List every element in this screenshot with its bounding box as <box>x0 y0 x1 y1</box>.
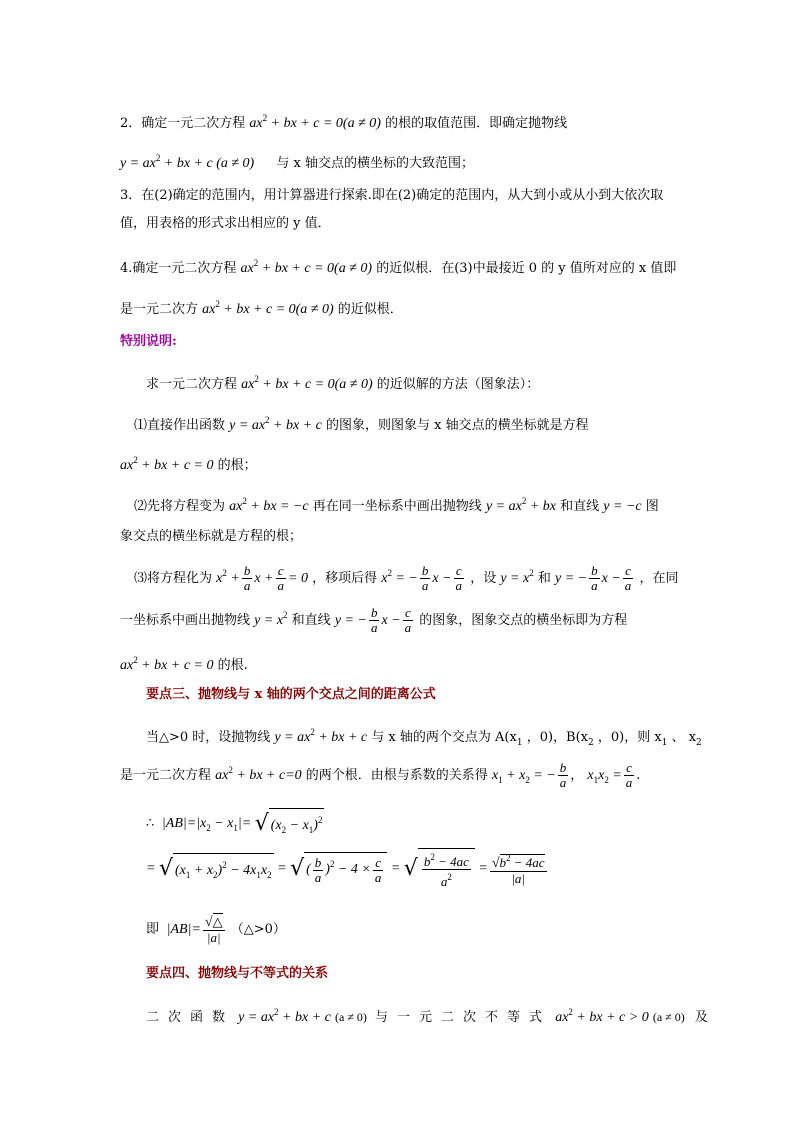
distance-final: |AB|= $\frac{√\triangle}{|a|}$ <box>163 914 223 945</box>
method3-line3 <box>120 650 248 676</box>
method1-line1 <box>134 410 589 436</box>
equation-zero: $ax^2$ + bx + c = 0 <box>120 655 214 673</box>
parabola-expression: $y = ax^2$ + bx + c (a ≠ 0) <box>120 153 255 171</box>
method2-d: 图 <box>645 499 659 514</box>
point3-line2: 是一元二次方程 $ax^2$ + bx + c=0 的两个根．由根与系数的关系得 $x_1 + x_2$ = − $\frac{b}{a}$ ， $x_1x_2$ = $\frac{c}{a}$ . <box>120 760 641 791</box>
ji-label: 即 <box>146 922 160 938</box>
point3-p2-a: 是一元二次方程 <box>120 768 212 783</box>
point4-text-a: 二次函数 <box>146 1010 235 1025</box>
special-intro-b: 的近似解的方法（图象法）： <box>376 377 540 392</box>
method3-i: 的根. <box>217 658 248 673</box>
method2-a: ⑵先将方程变为 <box>134 499 226 514</box>
item4-lead: 4.确定一元二次方程 <box>120 261 237 276</box>
method1-c: 的根； <box>217 458 257 473</box>
item4-line1 <box>120 253 676 279</box>
line-expression: y = − $\frac{b}{a}$ x − $\frac{c}{a}$ <box>334 605 412 636</box>
method1-a: ⑴直接作出函数 <box>134 418 226 433</box>
point3-line1: 当△>0 时，设抛物线 $y = ax^2$ + bx + c 与 x 轴的两个交点为 $A(x_1$ ，0)，$B(x_2$ ，0)，则 $x_1$ 、 $x_2$ <box>146 727 702 748</box>
equation-zero: $ax^2$ + bx + c = 0 <box>120 455 214 473</box>
quadratic-equation: $ax^2$ + bx + c = 0(a ≠ 0) <box>202 299 334 317</box>
method2-c: 和直线 <box>560 499 600 514</box>
therefore-symbol: ∴ <box>146 816 155 832</box>
item2-lead: 2．确定一元二次方程 <box>120 116 246 131</box>
quadratic-equation: $ax^2$ + bx + c = 0(a ≠ 0) <box>241 374 373 392</box>
point4-text-e: 及 <box>694 1010 708 1025</box>
method3-line2 <box>120 605 627 635</box>
item3-line2: 值，用表格的形式求出相应的 y 值． <box>120 216 331 231</box>
method3-h: 的图象，图象交点的横坐标即为方程 <box>419 613 628 628</box>
point3-p1-e: 、 x <box>671 730 697 745</box>
point4-text-c: 与一元二次不等式 <box>375 1010 552 1025</box>
vieta-product: $x_1x_2$ = $\frac{c}{a}$ <box>587 760 633 791</box>
point4-line1 <box>146 1002 708 1028</box>
item2-line1 <box>120 108 567 134</box>
method3-f: 一坐标系中画出抛物线 <box>120 613 251 628</box>
method3-line1 <box>134 563 678 593</box>
item4-text2: 的近似根． <box>337 302 403 317</box>
function-expression: $y = ax^2$ + bx + c <box>238 1007 331 1025</box>
point3-title: 要点三、抛物线与 x 轴的两个交点之间的距离公式 <box>146 687 436 702</box>
equation-rearranged: $ax^2$ + bx = −c <box>229 496 309 514</box>
vieta-sum: $x_1 + x_2$ = − $\frac{b}{a}$ <box>491 760 567 791</box>
method3-g: 和直线 <box>291 613 331 628</box>
method3-c: ，设 <box>470 571 497 586</box>
line-expression: y = −c <box>603 499 642 514</box>
parabola-basic: $y = x^2$ <box>500 568 534 586</box>
item2-text2: 与 x 轴交点的横坐标的大致范围； <box>276 156 474 171</box>
item4-line2 <box>120 294 403 320</box>
parabola-basic: $y = x^2$ <box>254 610 288 628</box>
moved-equation: $x^2$ = − $\frac{b}{a}$ x − $\frac{c}{a}$ <box>381 563 463 594</box>
distance-derivation: = √ $(x_1 + x_2)^2 - 4x_1x_2$ = √ ( $\frac{b}{a}$ )$^2$ − 4 × $\frac{c}{a}$ = √ $\frac{b^2 - 4ac}{a^2}$ = $\frac{√b^2 - 4ac}{|a|}$ <box>146 861 549 876</box>
method3-d: 和 <box>537 571 551 586</box>
point4-text-b: (a ≠ 0) <box>335 1010 367 1024</box>
distance-formula-line1 <box>146 808 324 840</box>
point4-title: 要点四、抛物线与不等式的关系 <box>146 966 329 981</box>
special-intro-a: 求一元二次方程 <box>146 377 238 392</box>
distance-formula-line2 <box>146 848 549 889</box>
delta-condition: （△>0） <box>230 922 286 938</box>
distance-abs: $|AB|=|x_2 - x_1|=$ √ $(x_2 - x_1)^2$ <box>158 816 324 831</box>
function-expression: $y = ax^2$ + bx + c <box>229 415 322 433</box>
item4-lead2: 是一元二次方 <box>120 302 199 317</box>
item2-line2 <box>120 148 474 174</box>
quadratic-equation: $ax^2$ + bx + c = 0(a ≠ 0) <box>249 113 381 131</box>
point4-text-d: (a ≠ 0) <box>652 1010 685 1024</box>
point3-p1-b: 与 x 轴的两个交点为 A(x <box>371 730 517 745</box>
point3-p1-d: ，0)，则 x <box>597 730 662 745</box>
method2-line2: 象交点的横坐标就是方程的根； <box>120 529 303 544</box>
method3-a: ⑶将方程化为 <box>134 571 213 586</box>
line-expression: y = − $\frac{b}{a}$ x − $\frac{c}{a}$ <box>555 563 632 594</box>
method2-line1 <box>134 491 659 517</box>
item2-text1: 的根的取值范围．即确定抛物线 <box>385 116 568 131</box>
method1-line2 <box>120 450 257 476</box>
quadratic-equation: $ax^2$ + bx + c = 0(a ≠ 0) <box>240 258 373 276</box>
point3-p2-b: 的两个根．由根与系数的关系得 <box>305 768 488 783</box>
method3-e: ，在同 <box>639 571 679 586</box>
special-intro <box>146 369 539 395</box>
point3-p1-c: ，0)，B(x <box>526 730 588 745</box>
method2-b: 再在同一坐标系中画出抛物线 <box>312 499 482 514</box>
normalized-equation: $x^2$ + $\frac{b}{a}$ x + $\frac{c}{a}$ = 0 <box>216 563 308 594</box>
equation-zero: $ax^2$ + bx + c=0 <box>215 765 302 783</box>
parabola-expression: $y = ax^2$ + bx <box>485 496 556 514</box>
inequality-expression: $ax^2$ + bx + c > 0 <box>555 1007 649 1025</box>
method3-b: ，移项后得 <box>312 571 378 586</box>
special-title: 特别说明: <box>120 334 177 349</box>
point3-p1-a: 当△>0 时，设抛物线 <box>146 730 271 745</box>
method1-b: 的图象，则图象与 x 轴交点的横坐标就是方程 <box>326 418 589 433</box>
item3-line1: 3．在(2)确定的范围内，用计算器进行探索.即在(2)确定的范围内，从大到小或从小到大依次取 <box>120 188 664 203</box>
distance-result <box>146 915 286 945</box>
parabola-expression: $y = ax^2$ + bx + c <box>274 727 368 745</box>
item4-text1: 的近似根．在(3)中最接近 0 的 y 值所对应的 x 值即 <box>376 261 677 276</box>
